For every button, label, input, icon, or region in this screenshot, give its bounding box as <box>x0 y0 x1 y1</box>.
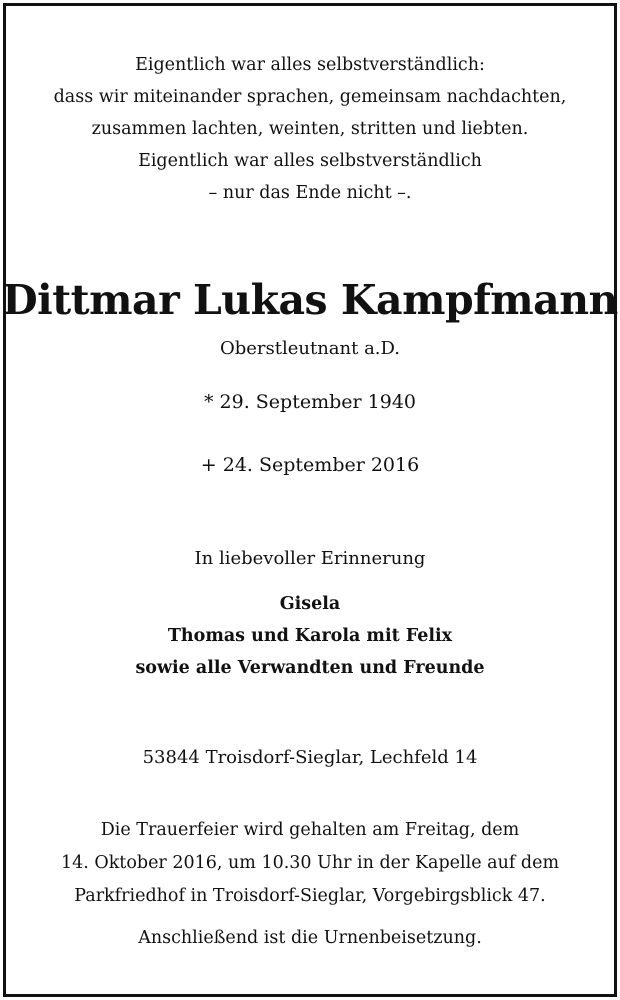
mourner-address: 53844 Troisdorf-Sieglar, Lechfeld 14 <box>142 747 478 768</box>
mourner-line-3: sowie alle Verwandten und Freunde <box>135 658 485 678</box>
mourner-line-1: Gisela <box>279 594 341 614</box>
deceased-name: Dittmar Lukas Kampfmann <box>2 276 618 324</box>
burial-note: Anschließend ist die Urnenbeisetzung. <box>138 928 482 948</box>
poem-line-3: zusammen lachten, weinten, stritten und liebten. <box>91 119 529 139</box>
poem-line-5: – nur das Ende nicht –. <box>208 183 412 203</box>
poem-line-1: Eigentlich war alles selbstverständlich: <box>135 55 485 75</box>
birth-date: * 29. September 1940 <box>204 391 416 413</box>
funeral-line-1: Die Trauerfeier wird gehalten am Freitag, dem <box>100 820 520 840</box>
poem-line-4: Eigentlich war alles selbstverständlich <box>138 151 482 171</box>
deceased-rank: Oberstleutnant a.D. <box>219 338 401 359</box>
remembrance-text: In liebevoller Erinnerung <box>194 548 426 569</box>
poem-line-2: dass wir miteinander sprachen, gemeinsam nachdachten, <box>53 87 567 107</box>
mourner-line-2: Thomas und Karola mit Felix <box>167 626 453 646</box>
funeral-line-2: 14. Oktober 2016, um 10.30 Uhr in der Kapelle auf dem <box>60 853 560 873</box>
death-date: + 24. September 2016 <box>200 454 420 476</box>
funeral-line-3: Parkfriedhof in Troisdorf-Sieglar, Vorgebirgsblick 47. <box>74 886 546 906</box>
